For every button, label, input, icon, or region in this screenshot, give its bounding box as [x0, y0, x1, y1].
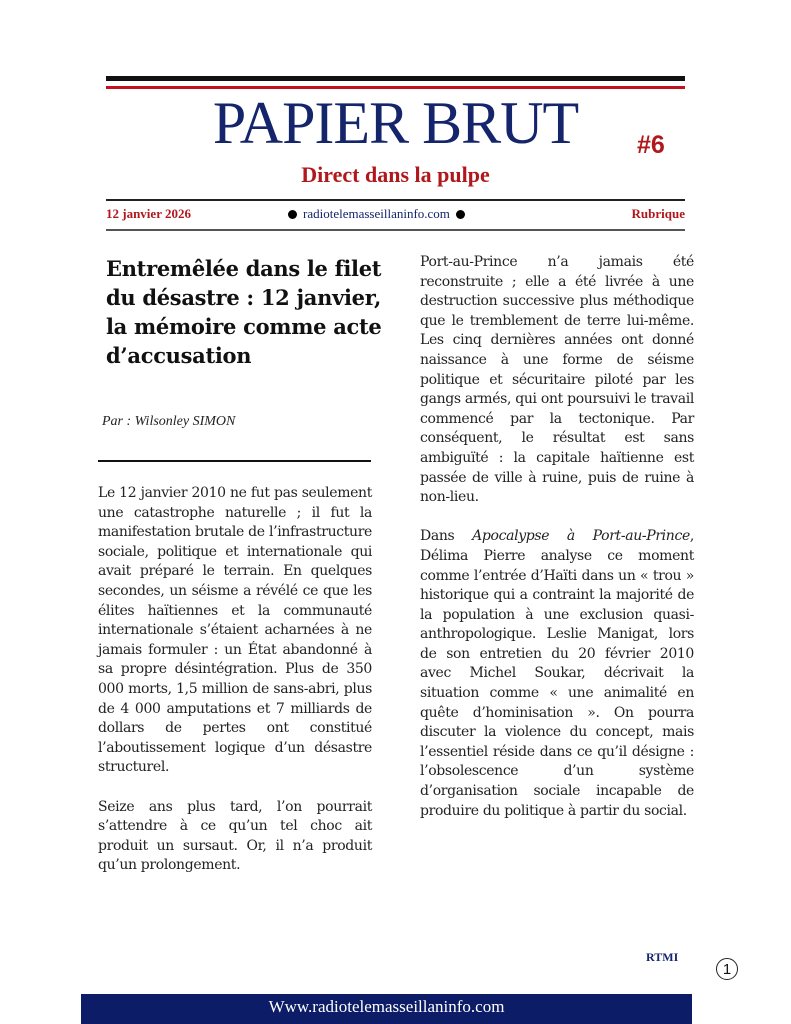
site-link[interactable] — [288, 206, 465, 222]
byline-rule — [98, 460, 371, 462]
header-rule-black — [106, 76, 685, 81]
book-title: Apocalypse à Port-au-Prince — [472, 528, 690, 545]
article-column-right — [420, 253, 694, 841]
meta-rule-bottom — [106, 229, 685, 231]
footer-url[interactable]: Www.radiotelemasseillaninfo.com — [268, 997, 505, 1016]
issue-date: 12 janvier 2026 — [106, 206, 191, 221]
rubrique-label: Rubrique — [631, 206, 685, 221]
page-number: 1 — [716, 958, 738, 980]
site-link-text[interactable]: radiotelemasseillaninfo.com — [303, 206, 450, 221]
paragraph-prefix: Dans — [420, 528, 473, 545]
paragraph-rest: , Délima Pierre analyse ce moment comme l’entrée d’Haïti dans un « trou » historique qui a contraint la majorité de la population à une exclusion quasi-anthropologique. Leslie Manigat, lors de son entretien du 20 février 2010 avec Michel Soukar, décrivait la situation comme « une animalité en quête d’hominisation ». On pourra discuter la violence du concept, mais l’essentiel réside dans ce qu’il désigne : l’obsolescence d’un système d’organisation sociale incapable de produire du politique à partir du social. — [420, 528, 694, 819]
article-column-left — [98, 484, 372, 895]
article-headline: Entremêlée dans le filet du désastre : 12 janvier, la mémoire comme acte d’accusation — [106, 256, 382, 368]
bullet-icon — [456, 210, 465, 219]
bullet-icon — [288, 210, 297, 219]
signature: RTMI — [646, 950, 679, 964]
paragraph: Port-au-Prince n’a jamais été reconstruite ; elle a été livrée à une destruction successive plus méthodique que le tremblement de terre lui-même. Les cinq dernières années ont donné naissance à une forme de séisme politique et sécuritaire piloté par les gangs armés, qui ont poursuivi le travail commencé par la tectonique. Par conséquent, le résultat est sans ambiguïté : la capitale haïtienne est passée de ville à ruine, puis de ruine à non-lieu. — [420, 254, 694, 506]
footer-banner — [81, 994, 692, 1024]
paragraph: Seize ans plus tard, l’on pourrait s’attendre à ce qu’un tel choc ait produit un sursaut. Or, il n’a produit qu’un prolongement. — [98, 798, 372, 874]
publication-title: PAPIER BRUT — [212, 90, 579, 156]
issue-number: #6 — [637, 131, 665, 159]
article-byline: Par : Wilsonley SIMON — [102, 414, 236, 429]
paragraph: Le 12 janvier 2010 ne fut pas seulement une catastrophe naturelle ; il fut la manifestation brutale de l’infrastructure sociale, politique et internationale qui avait préparé le terrain. En quelques secondes, un séisme a révélé ce que les élites haïtiennes et la communauté internationale s’étaient acharnées à ne jamais formuler : un État abandonné à sa propre désintégration. Plus de 350 000 morts, 1,5 million de sans-abri, plus de 4 000 amputations et 7 milliards de dollars de pertes ont constitué l’aboutissement logique d’un désastre structurel. — [98, 485, 372, 776]
tagline: Direct dans la pulpe — [301, 162, 490, 187]
meta-rule-top — [106, 199, 685, 201]
paragraph — [420, 527, 694, 821]
